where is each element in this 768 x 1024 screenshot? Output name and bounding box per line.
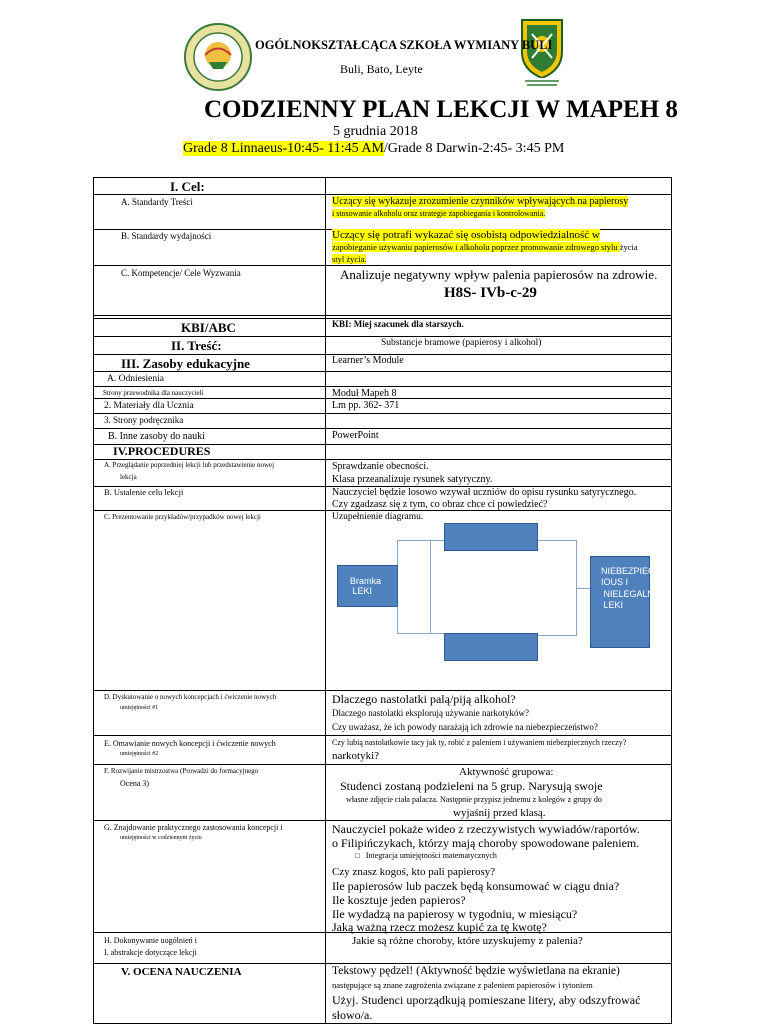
kompetencje-label: C. Kompetencje/ Cele Wyzwania	[121, 268, 241, 278]
school-seal-icon	[183, 22, 253, 92]
proc-h-value: Jakie są różne choroby, które uzyskujemy z palenia?	[352, 935, 583, 947]
procedures-label: IV.PROCEDURES	[113, 444, 211, 458]
proc-e-value-2: narkotyki?	[332, 750, 380, 762]
standardy-wydajnosci-value-3: styl życia.	[332, 254, 367, 264]
proc-b-value-2: Czy zgadzasz się z tym, co obraz chce ci powiedzieć?	[332, 499, 548, 510]
proc-d-label: D. Dyskutowanie o nowych koncepcjach i ćwiczenie nowych	[104, 693, 277, 701]
grade-schedule	[183, 141, 564, 157]
checkbox-icon: □	[355, 851, 360, 860]
proc-g-value-7: Ile wydadzą na papierosy w tygodniu, w miesiącu?	[332, 907, 578, 921]
proc-a-label-2: lekcja	[120, 473, 137, 481]
page-title: CODZIENNY PLAN LEKCJI W MAPEH 8	[204, 96, 678, 123]
standardy-tresci-value: Uczący się wykazuje zrozumienie czynników wpływających na papierosy	[332, 196, 629, 207]
proc-d-value: Dlaczego nastolatki palą/piją alkohol?	[332, 692, 516, 706]
row-divider	[93, 459, 672, 460]
proc-e-label-2: umiejętności #2	[120, 751, 159, 757]
row-divider	[93, 386, 672, 387]
proc-f-value: Aktywność grupowa:	[459, 766, 554, 778]
proc-c-label: C. Prezentowanie przykładów/przypadków nowej lekcji	[104, 513, 261, 521]
zasoby-label: III. Zasoby edukacyjne	[121, 356, 250, 371]
proc-c-value: Uzupełnienie diagramu.	[332, 512, 424, 522]
ocena-value-2: następujące są znane zagrożenia związane z paleniem papierosów i tytoniem	[332, 980, 593, 990]
inne-zasoby-label: B. Inne zasoby do nauki	[108, 431, 205, 442]
grade-highlighted: Grade 8 Linnaeus-10:45- 11:45 AM	[183, 141, 384, 156]
proc-f-label: F. Rozwijanie mistrzostwa (Prowadzi do formacyjnego	[104, 767, 259, 775]
school-address: Buli, Bato, Leyte	[340, 62, 423, 76]
proc-g-label: G. Znajdowanie praktycznego zastosowania koncepcji i	[104, 823, 283, 832]
row-divider	[93, 690, 672, 691]
diagram-connector-left-vertical	[430, 540, 445, 634]
proc-g-value-4: Czy znasz kogoś, kto pali papierosy?	[332, 866, 496, 878]
row-divider	[93, 315, 672, 316]
proc-g-value-5: Ile papierosów lub paczek będą konsumować w ciągu dnia?	[332, 879, 620, 893]
section-cel-heading: I. Cel:	[170, 179, 205, 194]
ocena-value: Tekstowy pędzel! (Aktywność będzie wyświetlana na ekranie)	[332, 965, 620, 977]
standardy-wydajnosci-label: B. Standardy wydajności	[121, 231, 212, 241]
proc-b-label: B. Ustalenie celu lekcji	[104, 487, 184, 497]
kbi-label: KBI/ABC	[181, 320, 236, 335]
row-divider	[93, 764, 672, 765]
proc-f-value-2: Studenci zostaną podzieleni na 5 grup. Narysują swoje	[340, 779, 603, 793]
row-divider	[93, 413, 672, 414]
proc-d-value-3: Czy uważasz, że ich powody narażają ich zdrowie na niebezpieczeństwo?	[332, 722, 598, 732]
materialy-value: Lm pp. 362- 371	[332, 400, 400, 411]
materialy-label: 2. Materiały dla Ucznia	[104, 401, 194, 411]
row-divider	[93, 428, 672, 429]
proc-e-value: Czy lubią nastolatkowie tacy jak ty, robić z paleniem i używaniem niebezpiecznych rzeczy?	[332, 738, 627, 747]
standardy-wydajnosci-value-2: zapobieganie używaniu papierosów i alkoholu poprzez promowanie zdrowego stylu życia	[332, 242, 638, 252]
proc-g-value-8: Jaką ważną rzecz możesz kupić za tę kwotę?	[332, 920, 547, 934]
zasoby-value: Learner’s Module	[332, 355, 404, 366]
strony-nauczyciela-label: Strony przewodnika dla nauczycieli	[103, 389, 204, 397]
lesson-date: 5 grudnia 2018	[333, 124, 418, 139]
proc-h-label: H. Dokonywanie uogólnień i	[104, 936, 197, 945]
proc-b-value: Nauczyciel będzie losowo wzywał uczniów do opisu rysunku satyrycznego.	[332, 487, 637, 498]
proc-g-value-2: o Filipińczykach, którzy mają choroby spowodowane paleniem.	[332, 836, 640, 850]
strony-nauczyciela-value: Moduł Mapeh 8	[332, 388, 397, 399]
proc-g-value: Nauczyciel pokaże wideo z rzeczywistych wywiadów/raportów.	[332, 822, 640, 836]
podrecznika-label: 3. Strony podręcznika	[104, 415, 184, 425]
proc-a-value-2: Klasa przeanalizuje rysunek satyryczny.	[332, 474, 493, 485]
tresc-value: Substancje bramowe (papierosy i alkohol)	[381, 338, 542, 348]
diagram-box-dangerous: NIEBEZPIECZ IOUS I NIELEGALNE LEKI	[590, 556, 650, 648]
proc-f-value-3: własne zdjęcie ciała palacza. Następnie przypisz jednemu z kolegów z grupy do	[346, 795, 602, 804]
diagram-box-gateway: Bramka LEKI	[337, 565, 398, 607]
diagram-box-top	[444, 523, 538, 551]
tresc-label: II. Treść:	[171, 338, 222, 353]
ocena-value-3: Użyj. Studenci uporządkują pomieszane litery, aby odszyfrować	[332, 993, 641, 1007]
proc-f-value-4: wyjaśnij przed klasą.	[453, 807, 546, 819]
diagram-box-bottom	[444, 633, 538, 661]
row-divider	[93, 265, 672, 266]
grade-rest: /Grade 8 Darwin-2:45- 3:45 PM	[383, 141, 565, 156]
kompetencje-code: H8S- IVb-c-29	[444, 285, 537, 301]
math-integration-item: □ Integracja umiejętności matematycznych	[355, 851, 497, 860]
standardy-tresci-value-2: i stosowanie alkoholu oraz strategie zapobiegania i kontrolowania.	[332, 209, 546, 218]
ocena-label: V. OCENA NAUCZENIA	[121, 966, 242, 978]
proc-d-label-2: umiejętności #1	[120, 705, 159, 711]
row-divider	[93, 963, 672, 964]
proc-e-label: E. Omawianie nowych koncepcji i ćwiczenie nowych	[104, 739, 276, 748]
inne-zasoby-value: PowerPoint	[332, 430, 379, 441]
odniesienia-label: A. Odniesienia	[107, 374, 164, 384]
diagram-connector-bottom-left	[397, 592, 432, 634]
ocena-value-4: słowo/a.	[332, 1008, 373, 1022]
proc-a-value: Sprawdzanie obecności.	[332, 461, 429, 472]
kbi-value: KBI: Miej szacunek dla starszych.	[332, 319, 464, 329]
row-divider	[93, 735, 672, 736]
kompetencje-value: Analizuje negatywny wpływ palenia papierosów na zdrowie.	[340, 267, 658, 282]
proc-a-label: A. Przeglądanie poprzedniej lekcji lub przedstawienie nowej	[104, 461, 275, 469]
standardy-wydajnosci-value: Uczący się potrafi wykazać się osobistą odpowiedzialność w	[332, 229, 600, 241]
proc-d-value-2: Dlaczego nastolatki eksplorują używanie narkotyków?	[332, 708, 529, 718]
row-divider	[93, 820, 672, 821]
diagram-connector-top-left	[397, 540, 432, 580]
row-divider	[93, 336, 672, 337]
proc-g-label-2: umiejętności w codziennym życiu	[120, 835, 202, 841]
proc-f-label-2: Ocena 3)	[120, 779, 150, 788]
diagram-connector-right	[537, 540, 577, 636]
school-name: OGÓLNOKSZTAŁCĄCA SZKOŁA WYMIANY BULI	[255, 38, 553, 52]
diagram-connector-right-h	[577, 588, 591, 590]
proc-g-value-6: Ile kosztuje jeden papieros?	[332, 893, 466, 907]
proc-h-label-2: I. abstrakcje dotyczące lekcji	[104, 948, 197, 957]
column-divider	[325, 177, 326, 1024]
standardy-tresci-label: A. Standardy Treści	[121, 197, 193, 207]
